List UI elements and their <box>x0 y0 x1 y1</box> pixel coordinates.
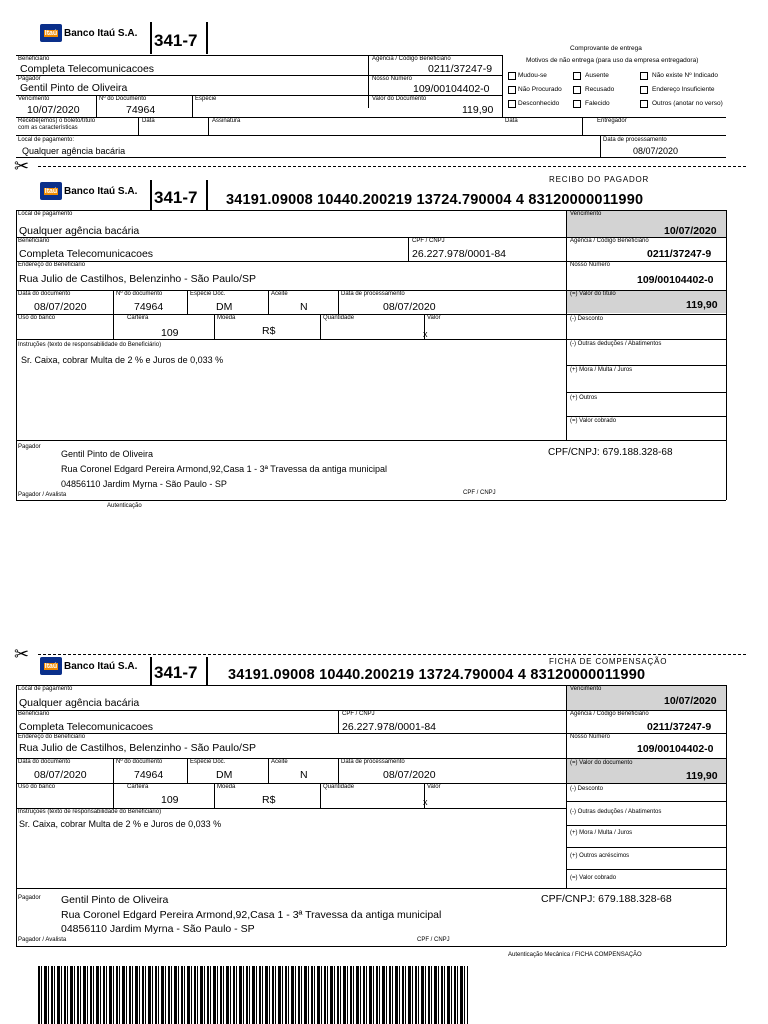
autenticacao-mecanica-label: Autenticação Mecânica / FICHA COMPENSAÇÃO <box>508 952 642 958</box>
itau-logo <box>40 24 137 42</box>
checkbox-nao-procurado[interactable] <box>508 86 516 94</box>
aceite-label-recibo: Aceite <box>271 291 288 297</box>
endereco-value-recibo: Rua Julio de Castilhos, Belenzinho - São Paulo/SP <box>19 273 256 285</box>
endereco-label-ficha: Endereço do Beneficiário <box>18 734 86 740</box>
data-documento-label-ficha: Data do documento <box>18 759 71 765</box>
checkbox-nao-existe-label: Não existe Nº Indicado <box>652 72 718 79</box>
bank-name-ficha: Banco Itaú S.A. <box>64 660 138 672</box>
bank-code: 341-7 <box>154 31 198 50</box>
beneficiario-value-recibo: Completa Telecomunicacoes <box>19 248 154 260</box>
data-proc-label-ficha: Data de processamento <box>341 759 405 765</box>
data-processamento-label-c: Data de processamento <box>603 137 667 143</box>
valor-cobrado-label-ficha: (=) Valor cobrado <box>570 875 617 881</box>
itau-logo-icon: Itaú <box>40 24 62 42</box>
recebemos-label-2: com as características <box>18 125 78 131</box>
beneficiario-label-recibo: Beneficiário <box>18 238 50 244</box>
bank-code-recibo: 341-7 <box>154 188 198 207</box>
pagador-value: Gentil Pinto de Oliveira <box>20 82 128 94</box>
aceite-value-recibo: N <box>300 301 308 313</box>
valor-documento-value: 119,90 <box>462 104 494 116</box>
cut-line-2 <box>38 654 746 655</box>
cnpj-value-recibo: 26.227.978/0001-84 <box>412 248 507 260</box>
checkbox-recusado-label: Recusado <box>585 86 615 93</box>
data-documento-value-ficha: 08/07/2020 <box>34 769 87 781</box>
especie-doc-label-ficha: Espécie Doc. <box>190 759 226 765</box>
nosso-numero-value-ficha: 109/00104402-0 <box>637 743 714 755</box>
cut-line <box>38 166 746 167</box>
checkbox-ausente[interactable] <box>573 72 581 80</box>
nosso-numero-label-ficha: Nosso Número <box>570 734 611 740</box>
uso-banco-label-ficha: Uso do banco <box>18 784 56 790</box>
checkbox-falecido[interactable] <box>573 100 581 108</box>
aceite-label-ficha: Aceite <box>271 759 288 765</box>
pagador-label: Pagador <box>18 76 41 82</box>
checkbox-mudou-se[interactable] <box>508 72 516 80</box>
beneficiario-value: Completa Telecomunicacoes <box>20 63 155 75</box>
local-pagamento-label-ficha: Local de pagamento <box>18 686 73 692</box>
num-doc-value-ficha: 74964 <box>134 769 164 781</box>
vencimento-label-ficha: Vencimento <box>570 686 602 692</box>
itau-logo-icon: Itaú <box>40 657 62 675</box>
autenticacao-label: Autenticação <box>107 503 142 509</box>
pagador-cep-recibo: 04856110 Jardim Myrna - São Paulo - SP <box>61 479 227 489</box>
checkbox-endereco-insuficiente[interactable] <box>640 86 648 94</box>
pagador-cpf-ficha: CPF/CNPJ: 679.188.328-68 <box>541 893 672 905</box>
entregador-label: Entregador <box>597 118 627 124</box>
checkbox-outros-label: Outros (anotar no verso) <box>652 100 723 107</box>
vencimento-value: 10/07/2020 <box>27 104 80 116</box>
quantidade-label-recibo: Quantidade <box>323 315 355 321</box>
recebemos-label: Recebê(emos) o boleto/título <box>18 118 96 124</box>
vencimento-value-ficha: 10/07/2020 <box>664 695 717 707</box>
instrucoes-label-ficha: Instruções (texto de responsabilidade do Beneficiário) <box>18 809 162 815</box>
cnpj-label-ficha: CPF / CNPJ <box>342 711 375 717</box>
scissors-icon: ✂ <box>14 156 30 176</box>
beneficiario-label: Beneficiário <box>18 56 50 62</box>
mora-multa-label-recibo: (+) Mora / Multa / Juros <box>570 367 633 373</box>
moeda-label-recibo: Moeda <box>217 315 236 321</box>
valor-documento-label: Valor do Documento <box>372 96 427 102</box>
ficha-title: FICHA DE COMPENSAÇÃO <box>549 657 668 666</box>
uso-banco-label-recibo: Uso do banco <box>18 315 56 321</box>
carteira-value-recibo: 109 <box>161 327 179 339</box>
data-proc-value-recibo: 08/07/2020 <box>383 301 436 313</box>
comprovante-title: Comprovante de entrega <box>570 45 642 52</box>
agencia-value-ficha: 0211/37247-9 <box>647 721 712 733</box>
outras-deducoes-label-recibo: (-) Outras deduções / Abatimentos <box>570 341 662 347</box>
linha-digitavel-recibo[interactable]: 34191.09008 10440.200219 13724.790004 4 83120000011990 <box>226 192 644 208</box>
pagador-cep-ficha: 04856110 Jardim Myrna - São Paulo - SP <box>61 923 255 935</box>
local-pagamento-label: Local de pagamento <box>18 211 73 217</box>
cpf-cnpj-label-ficha: CPF / CNPJ <box>417 937 450 943</box>
data-proc-value-ficha: 08/07/2020 <box>383 769 436 781</box>
agencia-value-recibo: 0211/37247-9 <box>647 248 712 260</box>
data-processamento-value-c: 08/07/2020 <box>633 146 679 156</box>
pagador-value-recibo: Gentil Pinto de Oliveira <box>61 449 154 459</box>
cpf-cnpj-label-recibo: CPF / CNPJ <box>463 490 496 496</box>
instrucoes-value-recibo: Sr. Caixa, cobrar Multa de 2 % e Juros de 0,033 % <box>21 355 224 365</box>
desconto-label-recibo: (-) Desconto <box>570 316 604 322</box>
data-proc-label-recibo: Data de processamento <box>341 291 405 297</box>
nosso-numero-value-recibo: 109/00104402-0 <box>637 274 714 286</box>
bank-name: Banco Itaú S.A. <box>64 27 138 39</box>
valor-label-recibo: Valor <box>427 315 441 321</box>
checkbox-recusado[interactable] <box>573 86 581 94</box>
motivos-label: Motivos de não entrega (para uso da empresa entregadora) <box>526 57 699 64</box>
quantidade-label-ficha: Quantidade <box>323 784 355 790</box>
instrucoes-label-recibo: Instruções (texto de responsabilidade do Beneficiário) <box>18 342 162 348</box>
checkbox-outros[interactable] <box>640 100 648 108</box>
moeda-label-ficha: Moeda <box>217 784 236 790</box>
data-documento-value-recibo: 08/07/2020 <box>34 301 87 313</box>
itau-logo-icon: Itaú <box>40 182 62 200</box>
pagador-label-ficha: Pagador <box>18 895 41 901</box>
linha-digitavel-ficha[interactable]: 34191.09008 10440.200219 13724.790004 4 83120000011990 <box>228 667 646 683</box>
checkbox-ausente-label: Ausente <box>585 72 609 79</box>
carteira-label-recibo: Carteira <box>127 315 149 321</box>
valor-label-ficha: Valor <box>427 784 441 790</box>
moeda-value-recibo: R$ <box>262 325 276 337</box>
endereco-value-ficha: Rua Julio de Castilhos, Belenzinho - São Paulo/SP <box>19 742 256 754</box>
especie-doc-value-recibo: DM <box>216 301 233 313</box>
valor-cobrado-label-recibo: (=) Valor cobrado <box>570 418 617 424</box>
beneficiario-value-ficha: Completa Telecomunicacoes <box>19 721 154 733</box>
aceite-value-ficha: N <box>300 769 308 781</box>
agencia-value: 0211/37247-9 <box>428 63 493 75</box>
local-pagamento-label-c: Local de pagamento: <box>18 137 75 143</box>
bank-code-ficha: 341-7 <box>154 663 198 682</box>
moeda-value-ficha: R$ <box>262 794 276 806</box>
agencia-label-ficha: Agência / Código Beneficiário <box>570 711 649 717</box>
vencimento-value-recibo: 10/07/2020 <box>664 225 717 237</box>
pagador-value-ficha: Gentil Pinto de Oliveira <box>61 894 169 906</box>
cnpj-value-ficha: 26.227.978/0001-84 <box>342 721 437 733</box>
nosso-numero-label-recibo: Nosso Número <box>570 262 611 268</box>
outras-deducoes-label-ficha: (-) Outras deduções / Abatimentos <box>570 809 662 815</box>
barcode <box>38 966 468 1024</box>
valor-titulo-label-recibo: (=) Valor do título <box>570 291 616 297</box>
nosso-numero-value: 109/00104402-0 <box>413 83 490 95</box>
instrucoes-value-ficha: Sr. Caixa, cobrar Multa de 2 % e Juros de 0,033 % <box>19 819 222 829</box>
agencia-label: Agência / Código Beneficiário <box>372 56 451 62</box>
checkbox-desconhecido[interactable] <box>508 100 516 108</box>
outros-label-recibo: (+) Outros <box>570 395 598 401</box>
recibo-title: RECIBO DO PAGADOR <box>549 175 650 184</box>
especie-label: Espécie <box>195 96 217 102</box>
local-pagamento-value: Qualquer agência bacária <box>19 225 140 237</box>
pagador-avalista-label-ficha: Pagador / Avalista <box>18 937 67 943</box>
data-documento-label-recibo: Data do documento <box>18 291 71 297</box>
itau-logo-recibo <box>40 182 137 200</box>
bank-name-recibo: Banco Itaú S.A. <box>64 185 138 197</box>
pagador-endereco-ficha: Rua Coronel Edgard Pereira Armond,92,Casa 1 - 3ª Travessa da antiga municipal <box>61 909 442 921</box>
pagador-label-recibo: Pagador <box>18 444 41 450</box>
checkbox-falecido-label: Falecido <box>585 100 610 107</box>
checkbox-nao-procurado-label: Não Procurado <box>518 86 562 93</box>
carteira-value-ficha: 109 <box>161 794 179 806</box>
local-pagamento-value-c: Qualquer agência bacária <box>22 146 126 156</box>
valor-documento-label-ficha: (=) Valor do documento <box>570 760 633 766</box>
pagador-avalista-label-recibo: Pagador / Avalista <box>18 492 67 498</box>
data-entrega-label: Data <box>505 118 518 124</box>
beneficiario-label-ficha: Beneficiário <box>18 711 50 717</box>
valor-documento-value-ficha: 119,90 <box>686 770 718 782</box>
checkbox-endereco-insuficiente-label: Endereço Insuficiente <box>652 86 715 93</box>
outros-acrescimos-label-ficha: (+) Outros acréscimos <box>570 853 630 859</box>
vencimento-label: Vencimento <box>18 96 50 102</box>
scissors-icon-2: ✂ <box>14 644 30 664</box>
num-documento-value: 74964 <box>126 104 156 116</box>
itau-logo-ficha <box>40 657 137 675</box>
num-documento-label: Nº do Documento <box>99 96 147 102</box>
desconto-label-ficha: (-) Desconto <box>570 786 604 792</box>
num-doc-label-recibo: Nº do documento <box>116 291 163 297</box>
valor-x-ficha: x <box>423 797 428 807</box>
carteira-label-ficha: Carteira <box>127 784 149 790</box>
vencimento-label-recibo: Vencimento <box>570 211 602 217</box>
pagador-endereco-recibo: Rua Coronel Edgard Pereira Armond,92,Casa 1 - 3ª Travessa da antiga municipal <box>61 464 388 474</box>
endereco-label-recibo: Endereço do Beneficiário <box>18 262 86 268</box>
especie-doc-label-recibo: Espécie Doc. <box>190 291 226 297</box>
valor-titulo-value-recibo: 119,90 <box>686 299 718 311</box>
mora-multa-label-ficha: (+) Mora / Multa / Juros <box>570 830 633 836</box>
cnpj-label-recibo: CPF / CNPJ <box>412 238 445 244</box>
pagador-cpf-recibo: CPF/CNPJ: 679.188.328-68 <box>548 447 673 458</box>
checkbox-desconhecido-label: Desconhecido <box>518 100 560 107</box>
checkbox-nao-existe[interactable] <box>640 72 648 80</box>
valor-x-recibo: x <box>423 329 428 339</box>
num-doc-value-recibo: 74964 <box>134 301 164 313</box>
agencia-label-recibo: Agência / Código Beneficiário <box>570 238 649 244</box>
data-label: Data <box>142 118 155 124</box>
assinatura-label: Assinatura <box>212 118 241 124</box>
local-pagamento-value-ficha: Qualquer agência bacária <box>19 697 140 709</box>
checkbox-mudou-se-label: Mudou-se <box>518 72 547 79</box>
nosso-numero-label: Nosso Número <box>372 76 413 82</box>
especie-doc-value-ficha: DM <box>216 769 233 781</box>
num-doc-label-ficha: Nº do documento <box>116 759 163 765</box>
